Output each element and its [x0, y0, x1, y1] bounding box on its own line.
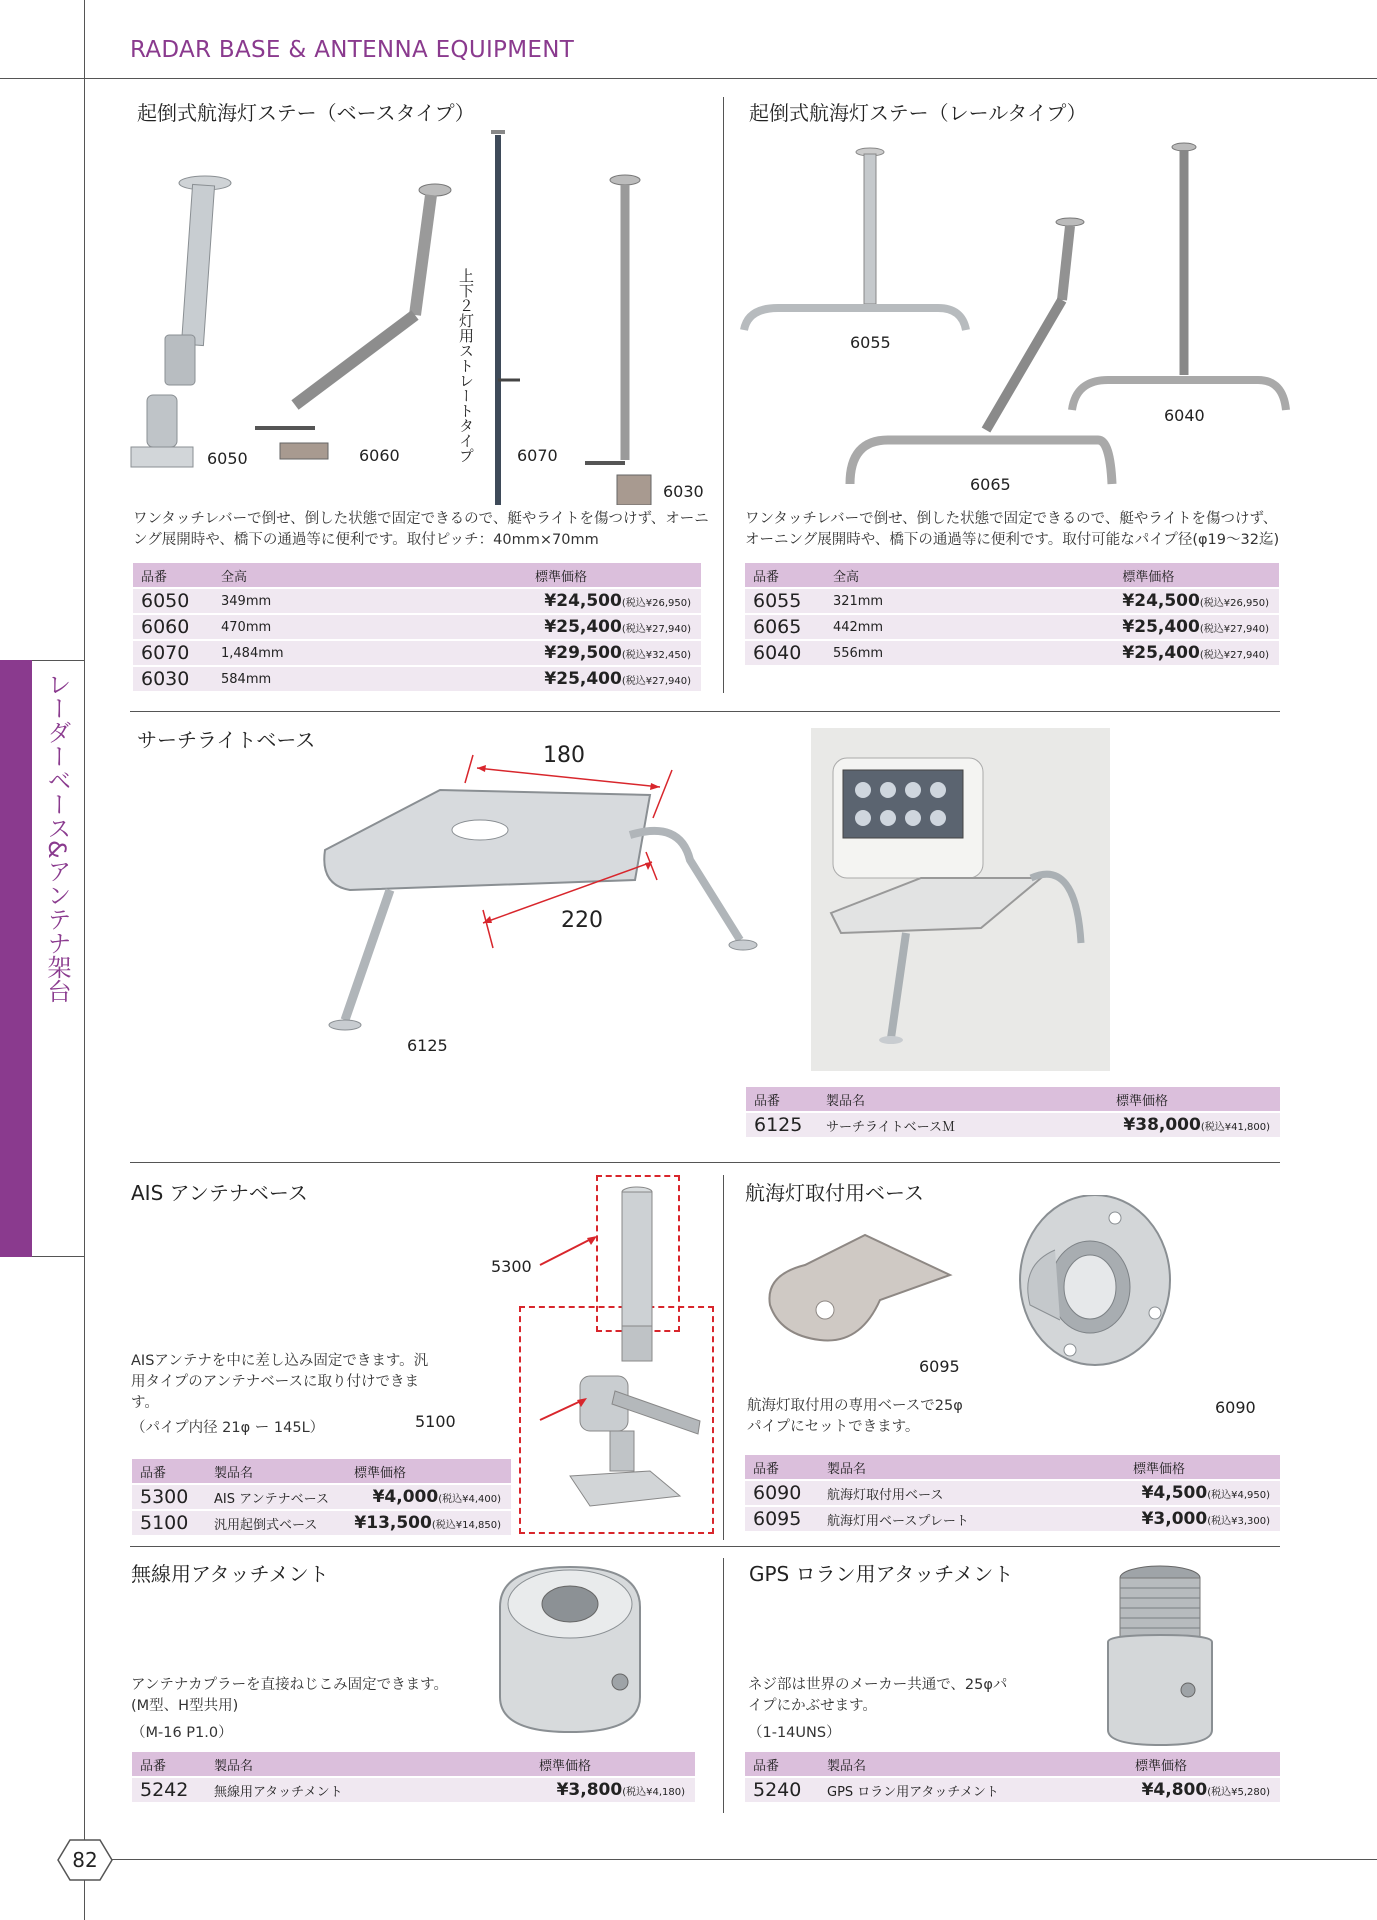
product-price: ¥4,800(税込¥5,280) [1127, 1777, 1280, 1802]
table-row [745, 1480, 1280, 1506]
product-code: 6070 [133, 640, 213, 666]
col-header-name: 製品名 [206, 1752, 531, 1777]
table-row [132, 1484, 511, 1510]
product-code: 6050 [133, 588, 213, 614]
plate-6095-image [769, 1235, 950, 1341]
stay-6050-image [131, 176, 231, 467]
searchlight-spec-table [746, 1087, 1280, 1137]
table-row [745, 614, 1279, 640]
ais-pipe-note: （パイプ内径 21φ ー 145L） [131, 1420, 325, 1436]
product-price: ¥3,800(税込¥4,180) [531, 1777, 695, 1802]
product-spec: 321mm [825, 588, 1114, 614]
nav-light-base-title: 航海灯取付用ベース [745, 1181, 924, 1205]
product-price: ¥4,500(税込¥4,950) [1125, 1480, 1280, 1506]
table-row [745, 640, 1279, 665]
page-header-title: RADAR BASE & ANTENNA EQUIPMENT [130, 37, 575, 63]
base-6090-image [1020, 1195, 1170, 1365]
product-code: 5242 [132, 1777, 206, 1802]
product-name: AIS アンテナベース [206, 1484, 346, 1510]
product-price: ¥25,400(税込¥27,940) [527, 614, 701, 640]
product-spec: 1,484mm [213, 640, 527, 666]
col-header-spec: 全高 [825, 563, 1114, 588]
table-row [132, 1777, 695, 1802]
product-name: 汎用起倒式ベース [206, 1510, 346, 1535]
stay-6055-image [744, 148, 966, 330]
straight-type-vertical-label: 上下２灯用ストレートタイプ [457, 268, 475, 463]
dimension-180: 180 [543, 743, 585, 768]
col-header-name: 製品名 [819, 1752, 1127, 1777]
callout-5300: 5300 [491, 1257, 532, 1276]
column-divider-mid [723, 1175, 724, 1540]
product-spec: 442mm [825, 614, 1114, 640]
section-divider-1 [130, 711, 1280, 712]
product-code: 6095 [745, 1506, 819, 1531]
column-divider-bottom [723, 1558, 724, 1813]
table-row [133, 614, 701, 640]
radio-attachment-image [490, 1562, 650, 1742]
table-row [133, 640, 701, 666]
col-header-code: 品番 [745, 563, 825, 588]
nav-light-base-spec-table [745, 1455, 1280, 1531]
dimension-220: 220 [561, 908, 603, 933]
base-stay-description: ワンタッチレバーで倒せ、倒した状態で固定できるので、艇やライトを傷つけず、オーニング展開時や、橋下の通過等に便利です。取付ピッチ：40mm×70mm [133, 511, 709, 548]
product-price: ¥25,400(税込¥27,940) [1114, 614, 1279, 640]
callout-6060: 6060 [359, 446, 400, 465]
column-divider-top [723, 97, 724, 693]
product-name: サーチライトベースＭ [818, 1112, 1108, 1137]
callout-6050: 6050 [207, 449, 248, 468]
footer-divider [84, 1859, 1377, 1860]
rail-stay-description: ワンタッチレバーで倒せ、倒した状態で固定できるので、艇やライトを傷つけず、オーニング展開時や、橋下の通過等に便利です。取付可能なパイプ径(φ19〜32迄) [745, 511, 1280, 548]
radio-attachment-description: アンテナカプラーを直接ねじこみ固定できます。(M型、H型共用) [131, 1677, 448, 1714]
product-spec: 556mm [825, 640, 1114, 665]
nav-light-base-description: 航海灯取付用の専用ベースで25φパイプにセットできます。 [747, 1398, 963, 1435]
product-spec: 349mm [213, 588, 527, 614]
callout-6040: 6040 [1164, 406, 1205, 425]
callout-5100: 5100 [415, 1412, 456, 1431]
product-price: ¥24,500(税込¥26,950) [1114, 588, 1279, 614]
stay-6030-image [585, 175, 651, 505]
col-header-name: 製品名 [819, 1455, 1125, 1480]
product-spec: 470mm [213, 614, 527, 640]
product-price: ¥29,500(税込¥32,450) [527, 640, 701, 666]
table-row [133, 588, 701, 614]
searchlight-base-diagram [300, 740, 800, 1060]
col-header-spec: 全高 [213, 563, 527, 588]
header-divider [0, 78, 1377, 79]
ais-title: AIS アンテナベース [131, 1181, 308, 1205]
product-price: ¥4,000(税込¥4,400) [346, 1484, 511, 1510]
table-row [132, 1510, 511, 1535]
callout-6070: 6070 [517, 446, 558, 465]
stay-6040-image [1072, 143, 1286, 410]
col-header-price: 標準価格 [1108, 1087, 1280, 1112]
gps-attachment-image [1100, 1560, 1220, 1750]
product-name: 航海灯取付用ベース [819, 1480, 1125, 1506]
product-code: 5240 [745, 1777, 819, 1802]
product-code: 6065 [745, 614, 825, 640]
section-divider-2 [130, 1162, 1280, 1163]
product-code: 6060 [133, 614, 213, 640]
page-frame-vertical-line [84, 0, 85, 1920]
callout-6055: 6055 [850, 333, 891, 352]
side-tab-bar [0, 660, 32, 1257]
product-price: ¥25,400(税込¥27,940) [527, 666, 701, 691]
radio-attachment-spec-table [132, 1752, 695, 1802]
col-header-price: 標準価格 [346, 1459, 511, 1484]
col-header-price: 標準価格 [527, 563, 701, 588]
product-code: 6090 [745, 1480, 819, 1506]
callout-6090: 6090 [1215, 1398, 1256, 1417]
table-row [745, 588, 1279, 614]
table-row [133, 666, 701, 691]
product-name: GPS ロラン用アタッチメント [819, 1777, 1127, 1802]
rail-stay-title: 起倒式航海灯ステー（レールタイプ） [749, 101, 1087, 125]
product-code: 5300 [132, 1484, 206, 1510]
table-row [746, 1112, 1280, 1137]
product-price: ¥13,500(税込¥14,850) [346, 1510, 511, 1535]
callout-6065: 6065 [970, 475, 1011, 494]
col-header-price: 標準価格 [531, 1752, 695, 1777]
product-price: ¥38,000(税込¥41,800) [1108, 1112, 1280, 1137]
base-stay-title: 起倒式航海灯ステー（ベースタイプ） [137, 101, 475, 125]
searchlight-base-image [324, 790, 757, 1030]
product-code: 6125 [746, 1112, 818, 1137]
stay-6060-image [255, 184, 451, 459]
table-row [745, 1506, 1280, 1531]
col-header-name: 製品名 [818, 1087, 1108, 1112]
col-header-code: 品番 [745, 1455, 819, 1480]
page-number: 82 [72, 1848, 98, 1872]
col-header-price: 標準価格 [1114, 563, 1279, 588]
col-header-code: 品番 [746, 1087, 818, 1112]
product-name: 航海灯用ベースプレート [819, 1506, 1125, 1531]
callout-6030: 6030 [663, 482, 704, 501]
gps-attachment-spec-table [745, 1752, 1280, 1802]
callout-6125: 6125 [407, 1036, 448, 1055]
radio-attachment-title: 無線用アタッチメント [131, 1562, 329, 1586]
product-code: 6030 [133, 666, 213, 691]
ais-description: AISアンテナを中に差し込み固定できます。汎用タイプのアンテナベースに取り付けできます。 [131, 1353, 429, 1411]
rail-stay-spec-table [745, 563, 1279, 665]
rail-stay-photos [738, 140, 1298, 490]
gps-attachment-title: GPS ロラン用アタッチメント [749, 1562, 1014, 1586]
section-divider-3 [130, 1546, 1280, 1547]
col-header-price: 標準価格 [1127, 1752, 1280, 1777]
product-price: ¥3,000(税込¥3,300) [1125, 1506, 1280, 1531]
product-price: ¥25,400(税込¥27,940) [1114, 640, 1279, 665]
col-header-code: 品番 [132, 1459, 206, 1484]
searchlight-title: サーチライトベース [137, 728, 316, 752]
stay-6070-image [491, 130, 520, 505]
ais-callout-arrows [535, 1230, 605, 1430]
product-code: 5100 [132, 1510, 206, 1535]
col-header-price: 標準価格 [1125, 1455, 1280, 1480]
col-header-code: 品番 [745, 1752, 819, 1777]
gps-attachment-note: （1-14UNS） [748, 1725, 841, 1741]
side-tab-label: レーダーベース&アンテナ架台 [43, 672, 71, 1003]
base-stay-photos [125, 125, 715, 505]
col-header-code: 品番 [133, 563, 213, 588]
callout-6095: 6095 [919, 1357, 960, 1376]
nav-light-base-images [760, 1195, 1240, 1385]
product-spec: 584mm [213, 666, 527, 691]
product-code: 6040 [745, 640, 825, 665]
product-price: ¥24,500(税込¥26,950) [527, 588, 701, 614]
radio-attachment-note: （M-16 P1.0） [131, 1725, 233, 1741]
col-header-name: 製品名 [206, 1459, 346, 1484]
col-header-code: 品番 [132, 1752, 206, 1777]
product-code: 6055 [745, 588, 825, 614]
ais-spec-table [132, 1459, 511, 1535]
table-row [745, 1777, 1280, 1802]
gps-attachment-description: ネジ部は世界のメーカー共通で、25φパイプにかぶせます。 [748, 1677, 1008, 1714]
product-name: 無線用アタッチメント [206, 1777, 531, 1802]
searchlight-photo-drawing [811, 728, 1110, 1071]
base-stay-spec-table [133, 563, 701, 691]
